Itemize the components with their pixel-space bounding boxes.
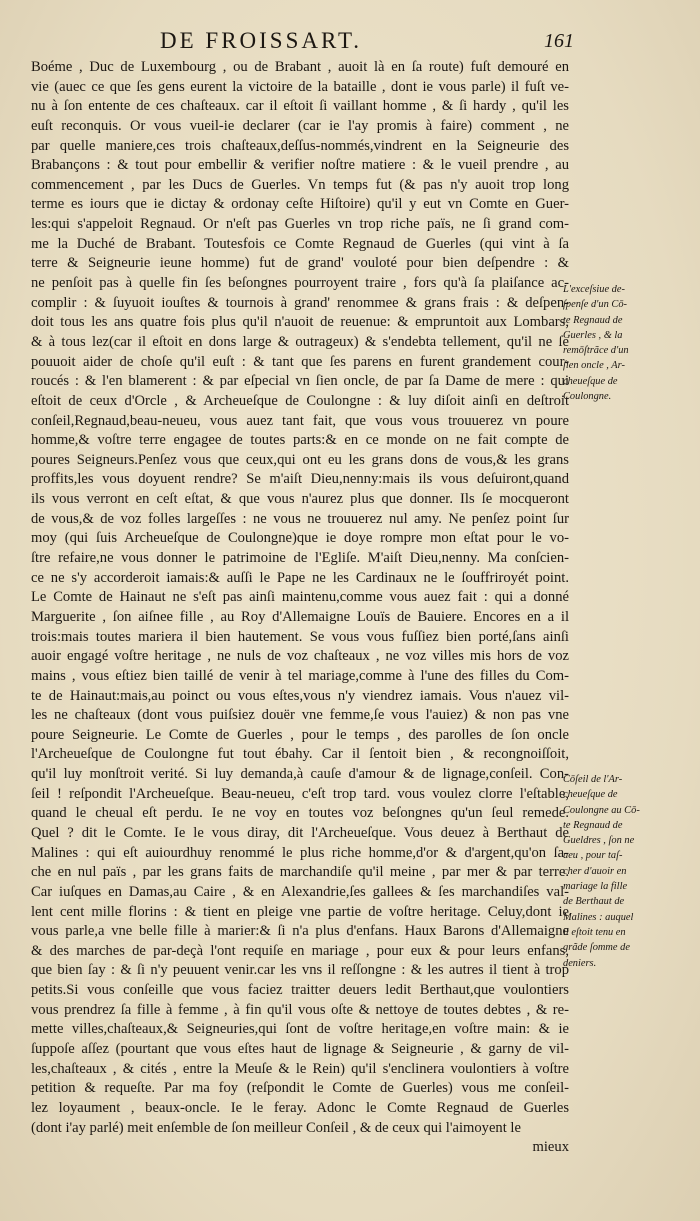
margin-note-line: Gueldres , ſon ne bbox=[563, 835, 635, 847]
text-line: les:qui s'appeloit Regnaud. Or n'eſt pas Guerles vn trop riche païs, ne ſi grand com- bbox=[31, 216, 569, 233]
text-line: proffits,les vous doyuent rendre? Se m'aiſt Dieu,nenny:mais ils vous deſuiront,quand bbox=[31, 471, 569, 488]
margin-note-line: mariage la fille bbox=[563, 881, 628, 893]
text-line: par quelle maniere,ces trois chaſteaux,deſſus-nommés,vindrent en la Seigneurie des bbox=[31, 137, 569, 154]
text-line: che en nul païs , par les grans faits de marchandiſe qu'il meine , par mer & par terre. bbox=[31, 864, 569, 881]
text-line: l'Archeueſque de Coulongne fut tout ébahy. Car il ſentoit bien , & recongnoiſſoit, bbox=[31, 746, 569, 763]
margin-note-line: Coulongne au Cō- bbox=[563, 804, 640, 816]
text-line: (dont i'ay parlé) meit enſemble de ſon meilleur Conſeil , & de ceux qui l'aimoyent le bbox=[31, 1119, 521, 1136]
text-line: te de Hainaut:mais,au poinct ou vous eſtes,vous n'y viendrez iamais. Vous n'auez vil- bbox=[31, 687, 569, 704]
text-line: qu'il luy monſtroit verité. Si luy demanda,à cauſe d'amour & de lignage,conſeil. Con- bbox=[31, 766, 569, 783]
margin-note-line: Guerles , & la bbox=[563, 329, 623, 341]
text-line: lent cent mille florins : & tient en pleige vne partie de voſtre heritage. Celuy,dont ie bbox=[31, 903, 569, 920]
page-header bbox=[0, 28, 700, 56]
text-line: moy (qui ſuis Archeueſque de Coulongne)que ie doye rompre mon eſtat pour le vo- bbox=[31, 530, 569, 547]
text-line: euſt reconquis. Or vous vueil-ie declarer (car ie l'ay promis à faire) comment , ne bbox=[31, 117, 569, 134]
text-line: ſtre refaire,ne vous donner le patrimoine de l'Egliſe. M'aiſt Dieu,nenny. Ma conſcien- bbox=[31, 550, 569, 567]
text-line: doit tous les ans quatre fois plus qu'il n'auoit de reuenue: & empruntoit aux Lombars, bbox=[31, 314, 569, 331]
text-line: mains , vous eſtiez bien taillé de venir à tel mariage,comme à l'une des filles du Com- bbox=[31, 667, 569, 684]
text-line: eſtoit de ceux d'Orcle , & Archeueſque de Coulongne : & luy diſoit ainſi en deſtroit bbox=[31, 392, 569, 409]
text-line: vous prendrez ſa fille à femme , à fin qu'il vous oſte & nettoye de toutes debtes , & re- bbox=[31, 1001, 569, 1018]
margin-note-line: il eſtoit tenu en bbox=[563, 926, 626, 938]
catchword: mieux bbox=[532, 1139, 569, 1156]
margin-note-line: Cōſeil de l'Ar- bbox=[563, 774, 623, 785]
text-line: me la Duché de Brabant. Toutesfois ce Comte Regnaud de Guerles (qui vint à ſa bbox=[31, 235, 569, 252]
margin-note-archbishop-counsel bbox=[563, 772, 685, 971]
text-line: petits.Si vous conſeille que vous faciez traitter deuers ledit Berthaut,que voulontiers bbox=[31, 982, 569, 999]
running-title: DE FROISSART. bbox=[160, 28, 363, 53]
text-line: homme,& voſtre terre engagee de toutes parts:& en ce monde on ne fait compte de bbox=[31, 432, 569, 449]
margin-note-line: Malines : auquel bbox=[563, 911, 634, 923]
text-line: ſuppoſe aſſez (pourtant que vous eſtes haut de lignage & Seigneurie , & garny de vil- bbox=[31, 1041, 569, 1058]
text-line: lez loyaument , beaux-oncle. Ie le feray. Adonc le Comte Regnaud de Guerles bbox=[31, 1099, 569, 1116]
text-line: terre & Seigneurie ieune homme) fut de grand' vouloté pour bien deſpendre : & bbox=[31, 255, 569, 272]
text-line: ne penſoit pas à quelle fin ſes beſongnes pourroyent traire , fors qu'à ſa plaiſance ac- bbox=[31, 275, 569, 292]
text-line: trois:mais toutes mariera il bien hautement. Se vous vous fuſſiez bien porté,ſans ainſi bbox=[31, 628, 569, 645]
text-line: conſeil,Regnaud,beau-neueu, vous auez tant fait, que vous vous trouuerez vn poure bbox=[31, 412, 569, 429]
text-line: & des marches de par-deçà l'ont requiſe en mariage , pour eux & pour leurs enfans, bbox=[31, 942, 569, 959]
text-line: Marguerite , ſon aiſnee fille , au Roy d'Allemaigne Louïs de Bauiere. Encores en a il bbox=[31, 608, 569, 625]
margin-note-line: te Regnaud de bbox=[563, 314, 623, 326]
text-line: Car iuſques en Damas,au Caire , & en Alexandrie,ſes gallees & ſes marchandiſes val- bbox=[31, 883, 569, 900]
text-line: poures Seigneurs.Penſez vous que ceux,qui ont eu les grans dons de vous,& les grans bbox=[31, 451, 569, 468]
text-line: nu à ſon entente de ces chaſteaux. car il eſtoit ſi vaillant homme , & ſi hardy , qu'il les bbox=[31, 98, 569, 115]
margin-note-line: cheueſque de bbox=[563, 375, 618, 387]
text-line: petition & requeſte. Par ma foy (reſpondit le Comte de Guerles) vous me conſeil- bbox=[31, 1080, 569, 1097]
text-line: vie (auec ce que ſes gens eurent la victoire de la bataille , dont ie vous parle) il fuſt ve- bbox=[31, 78, 569, 95]
margin-note-excessive-spending bbox=[563, 282, 685, 404]
text-line: les,chaſteaux , & cités , entre la Meuſe & le Rein) qu'il s'enclinera voulontiers à voſtre bbox=[31, 1060, 569, 1077]
margin-note-line: cheueſque de bbox=[563, 789, 618, 801]
margin-note-line: te Regnaud de bbox=[563, 819, 623, 831]
text-line: quand le cheual eſt perdu. Ie ne voy en toutes voz beſongnes qu'un ſeul remede. bbox=[31, 805, 569, 822]
text-line: pouuoit aider de choſe qu'il euſt : & tant que ſes parens en furent grandement cour- bbox=[31, 353, 569, 370]
text-line: Malines : qui eſt auiourdhuy renommé le plus riche homme,d'or & d'argent,qu'on ſa- bbox=[31, 844, 569, 861]
margin-note-line: ueu , pour taſ- bbox=[563, 850, 623, 862]
text-line: Boéme , Duc de Luxembourg , ou de Brabant , auoit là en ſa route) fuſt demouré en bbox=[31, 59, 569, 75]
text-line: que bien ſay : & ſi n'y peuuent venir.car les vns il reſſongne : & les autres il tient à trop bbox=[31, 962, 569, 979]
margin-note-line: L'exceſsiue de- bbox=[563, 284, 625, 295]
text-line: Quel ? dit le Comte. Ie le vous diray, dit l'Archeueſque. Vous deuez à Berthaut de bbox=[31, 824, 569, 841]
main-text-block bbox=[31, 58, 569, 1158]
text-line: ils vous verront en ceſt eſtat, & que vous n'aurez plus que donner. Ils ſe mocqueront bbox=[31, 491, 569, 508]
margin-note-line: Coulongne. bbox=[563, 391, 612, 403]
text-line: Brabançons : & tout pour embellir & verifier noſtre matiere : & le vueil prendre , au bbox=[31, 157, 569, 174]
margin-note-line: remōſtrãce d'un bbox=[563, 345, 629, 357]
text-line: terme es iours que ie dictay & ordonay ceſte Hiſtoire) qu'il y eut vn Comte en Guer- bbox=[31, 196, 569, 213]
margin-note-line: de Berthaut de bbox=[563, 896, 625, 908]
margin-note-line: ſpenſe d'un Cō- bbox=[563, 299, 627, 311]
text-line: & à tous lez(car il eſtoit en dons large & outrageux) & s'endebta tellement, qu'il ne ſe bbox=[31, 333, 569, 350]
margin-note-line: deniers. bbox=[563, 957, 597, 969]
margin-note-line: cher d'auoir en bbox=[563, 865, 627, 877]
margin-note-line: ſien oncle , Ar- bbox=[563, 360, 625, 372]
text-line: de vous,& de voz folles largeſſes : ne vous ne trouuerez nul amy. Ne penſez point ſur bbox=[31, 510, 569, 527]
text-line: les ne chaſteaux (dont vous puiſsiez douër vne femme,ſe vous l'auiez) & non pas vne bbox=[31, 707, 569, 724]
margin-note-line: grãde ſomme de bbox=[563, 942, 630, 954]
text-line: ce ne s'y accorderoit iamais:& auſſi le Pape ne les Cardinaux ne le ſouffriroyét point. bbox=[31, 569, 569, 586]
text-line: auoir engagé voſtre heritage , ne nuls de voz chaſteaux , ne voz villes mis hors de voz bbox=[31, 648, 569, 665]
text-line: vous parle,a vne belle fille à marier:& ſi n'a plus d'enfans. Haux Barons d'Allemaigne bbox=[31, 923, 569, 940]
text-line: roucés : & l'en blamerent : & par eſpecial vn ſien oncle, de par ſa Dame de mere : qui bbox=[31, 373, 569, 390]
text-line: mette villes,chaſteaux,& Seigneuries,qui ſont de voſtre heritage,en voſtre main: & ie bbox=[31, 1021, 569, 1038]
text-line: commencement , par les Ducs de Guerles. Vn temps fut (& pas n'y auoit trop long bbox=[31, 176, 569, 193]
text-line: complir : & ſuyuoit iouſtes & tournois à grand' renommee & grans frais : & deſpen- bbox=[31, 294, 569, 311]
text-line: Le Comte de Hainaut ne s'eſt pas ainſi maintenu,comme vous auez fait : qui a donné bbox=[31, 589, 569, 606]
page-number: 161 bbox=[544, 30, 574, 52]
text-line: ſeil ! reſpondit l'Archeueſque. Beau-neueu, c'eſt trop tard. vous voulez clorre l'eſtable, bbox=[31, 785, 569, 802]
text-line: poure Seigneurie. Le Comte de Guerles , pour le temps , des parolles de ſon oncle bbox=[31, 726, 569, 743]
